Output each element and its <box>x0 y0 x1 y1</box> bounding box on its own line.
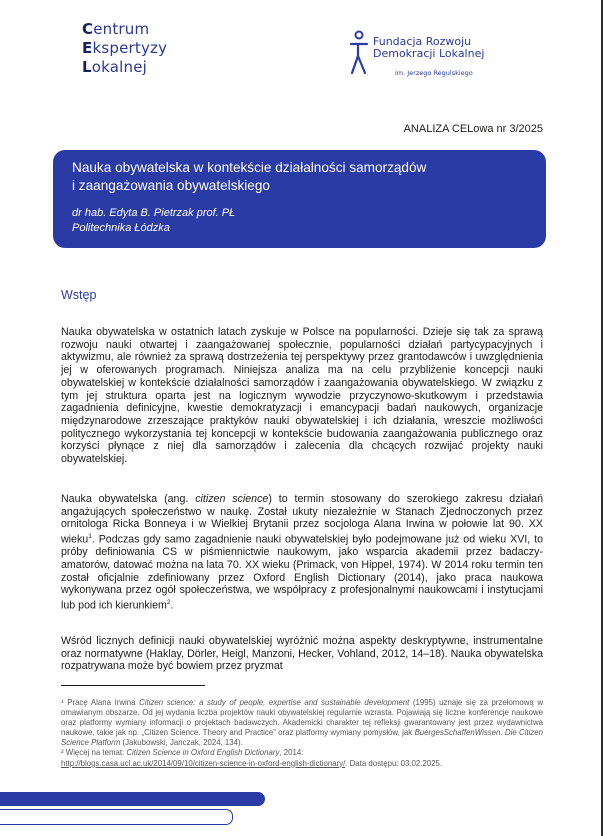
frdl-logo <box>349 30 529 80</box>
section-heading: Wstęp <box>61 288 97 302</box>
footnote-1: ¹ Pracę Alana Irwina Citizen science: a study of people, expertise and sustainable development (1995) uznaje się za przełomową w omawianym obszarze. Od jej wydania liczba projektów nauki obywatelskiej regularnie wzrasta. Pojawiają się liczne konferencje naukowe oraz platformy wymiany informacji o projektach badawczych. Akademicki charakter tej refleksji gwarantowany jest przez wydawnictwa naukowe, takie jak np. „Citizen Science. Theory and Practice” oraz platformy wymiany pomysłów, jak BuergesSchaffenWissen. Die Citizen Science Platform (Jakubowski, Janczak, 2024, 134). <box>61 698 544 748</box>
logo-line-centrum: Centrum <box>82 20 150 38</box>
footnote-divider <box>61 685 205 686</box>
logo-line-lokalnej: Lokalnej <box>82 58 148 76</box>
logo-text-line2: Demokracji Lokalnej <box>373 47 485 60</box>
footnote-2-link[interactable]: http://blogs.casa.ucl.ac.uk/2014/09/10/citizen-science-in-oxford-english-dictionary/ <box>61 758 346 768</box>
author-name: dr hab. Edyta B. Pietrzak prof. PŁ <box>72 207 236 219</box>
decorative-bar-filled <box>0 792 265 806</box>
footnote-2: ² Więcej na temat: Citizen Science in Oxford English Dictionary, 2014: http://blogs.casa.ucl.ac.uk/2014/09/10/citizen-science-in-oxford-english-dictionary/. Data dostępu: 03.02.2025. <box>61 748 443 768</box>
decorative-bar-outline <box>0 809 233 825</box>
logo-line-ekspertyzy: Ekspertyzy <box>82 39 168 57</box>
author-institution: Politechnika Łódzka <box>72 222 170 234</box>
paragraph-1 <box>61 326 543 466</box>
cek-logo <box>82 20 192 77</box>
title-line-1: Nauka obywatelska w kontekście działalności samorządów <box>72 160 427 175</box>
footnote-ref-1[interactable]: 1 <box>88 533 92 541</box>
logo-text-line1: Fundacja Rozwoju <box>373 35 472 48</box>
term-citizen-science: citizen science <box>195 493 269 505</box>
footnotes <box>61 698 543 769</box>
issue-label: ANALIZA CELowa nr 3/2025 <box>403 123 543 135</box>
title-box <box>53 150 546 248</box>
paragraph-1-text: Nauka obywatelska w ostatnich latach zyskuje w Polsce na popularności. Dzieje się tak za sprawą rozwoju nauki otwartej i zaangażowanej społecznie, popularności działań partycypacyjnych i aktywizmu, ale również za sprawą dostrzeżenia tej perspektywy przez grantodawców i uwzględnienia jej w oferowanych programach. Niniejsza analiza ma na celu przybliżenie koncepcji nauki obywatelskiej w kontekście działalności samorządów i zaangażowania obywatelskiego. W związku z tym jej struktura oparta jest na logicznym wywodzie przyczynowo-skutkowym i przedstawia zagadnienia definicyjne, kwestie demokratyzacji i emancypacji badań naukowych, organizacje międzynarodowe zrzeszające praktyków nauki obywatelskiej i ich działania, wreszcie możliwości politycznego wykorzystania tej koncepcji w kontekście budowania zaangażowania publicznego oraz korzyści płynące z niej dla samorządów i zalecenia dla chcących rozwijać projekty nauki obywatelskiej. <box>61 326 543 466</box>
paragraph-2-text: Nauka obywatelska (ang. citizen science) to termin stosowany do szerokiego zakresu działań angażujących społeczeństwo w naukę. Został ukuty niezależnie w Stanach Zjednoczonych przez ornitologa Ricka Bonneya i w Wielkiej Brytanii przez socjologa Alana Irwina w połowie lat 90. XX wieku$^1$. Podczas gdy samo zagadnienie nauki obywatelskiej było podejmowane już od wieku XVI, to próby definiowania CS w piśmiennictwie naukowym, jako wsparcia akademii przez badaczy-amatorów, datować można na lata 70. XX wieku (Primack, von Hippel, 1974). W 2014 roku termin ten został oficjalnie zdefiniowany przez Oxford English Dictionary (2014), jako praca naukowa wykonywana przez ogół społeczeństwa, we współpracy z profesjonalnymi naukowcami i instytucjami lub pod ich kierunkiem$^2$. <box>61 493 543 612</box>
paragraph-3-text: Wśród licznych definicji nauki obywatelskiej wyróżnić można aspekty deskryptywne, instrumentalne oraz normatywne (Haklay, Dörler, Heigl, Manzoni, Hecker, Vohland, 2012, 14–18). Nauka obywatelska rozpatrywana może być bowiem przez pryzmat <box>61 635 543 673</box>
person-figure-icon <box>349 30 371 76</box>
title-line-2: i zaangażowania obywatelskiego <box>72 177 270 193</box>
logo-text-line3: im. Jerzego Regulskiego <box>395 69 473 77</box>
footnote-ref-2[interactable]: 2 <box>166 599 171 607</box>
paragraph-3 <box>61 635 543 673</box>
paragraph-2 <box>61 493 543 612</box>
document-title <box>72 159 526 194</box>
